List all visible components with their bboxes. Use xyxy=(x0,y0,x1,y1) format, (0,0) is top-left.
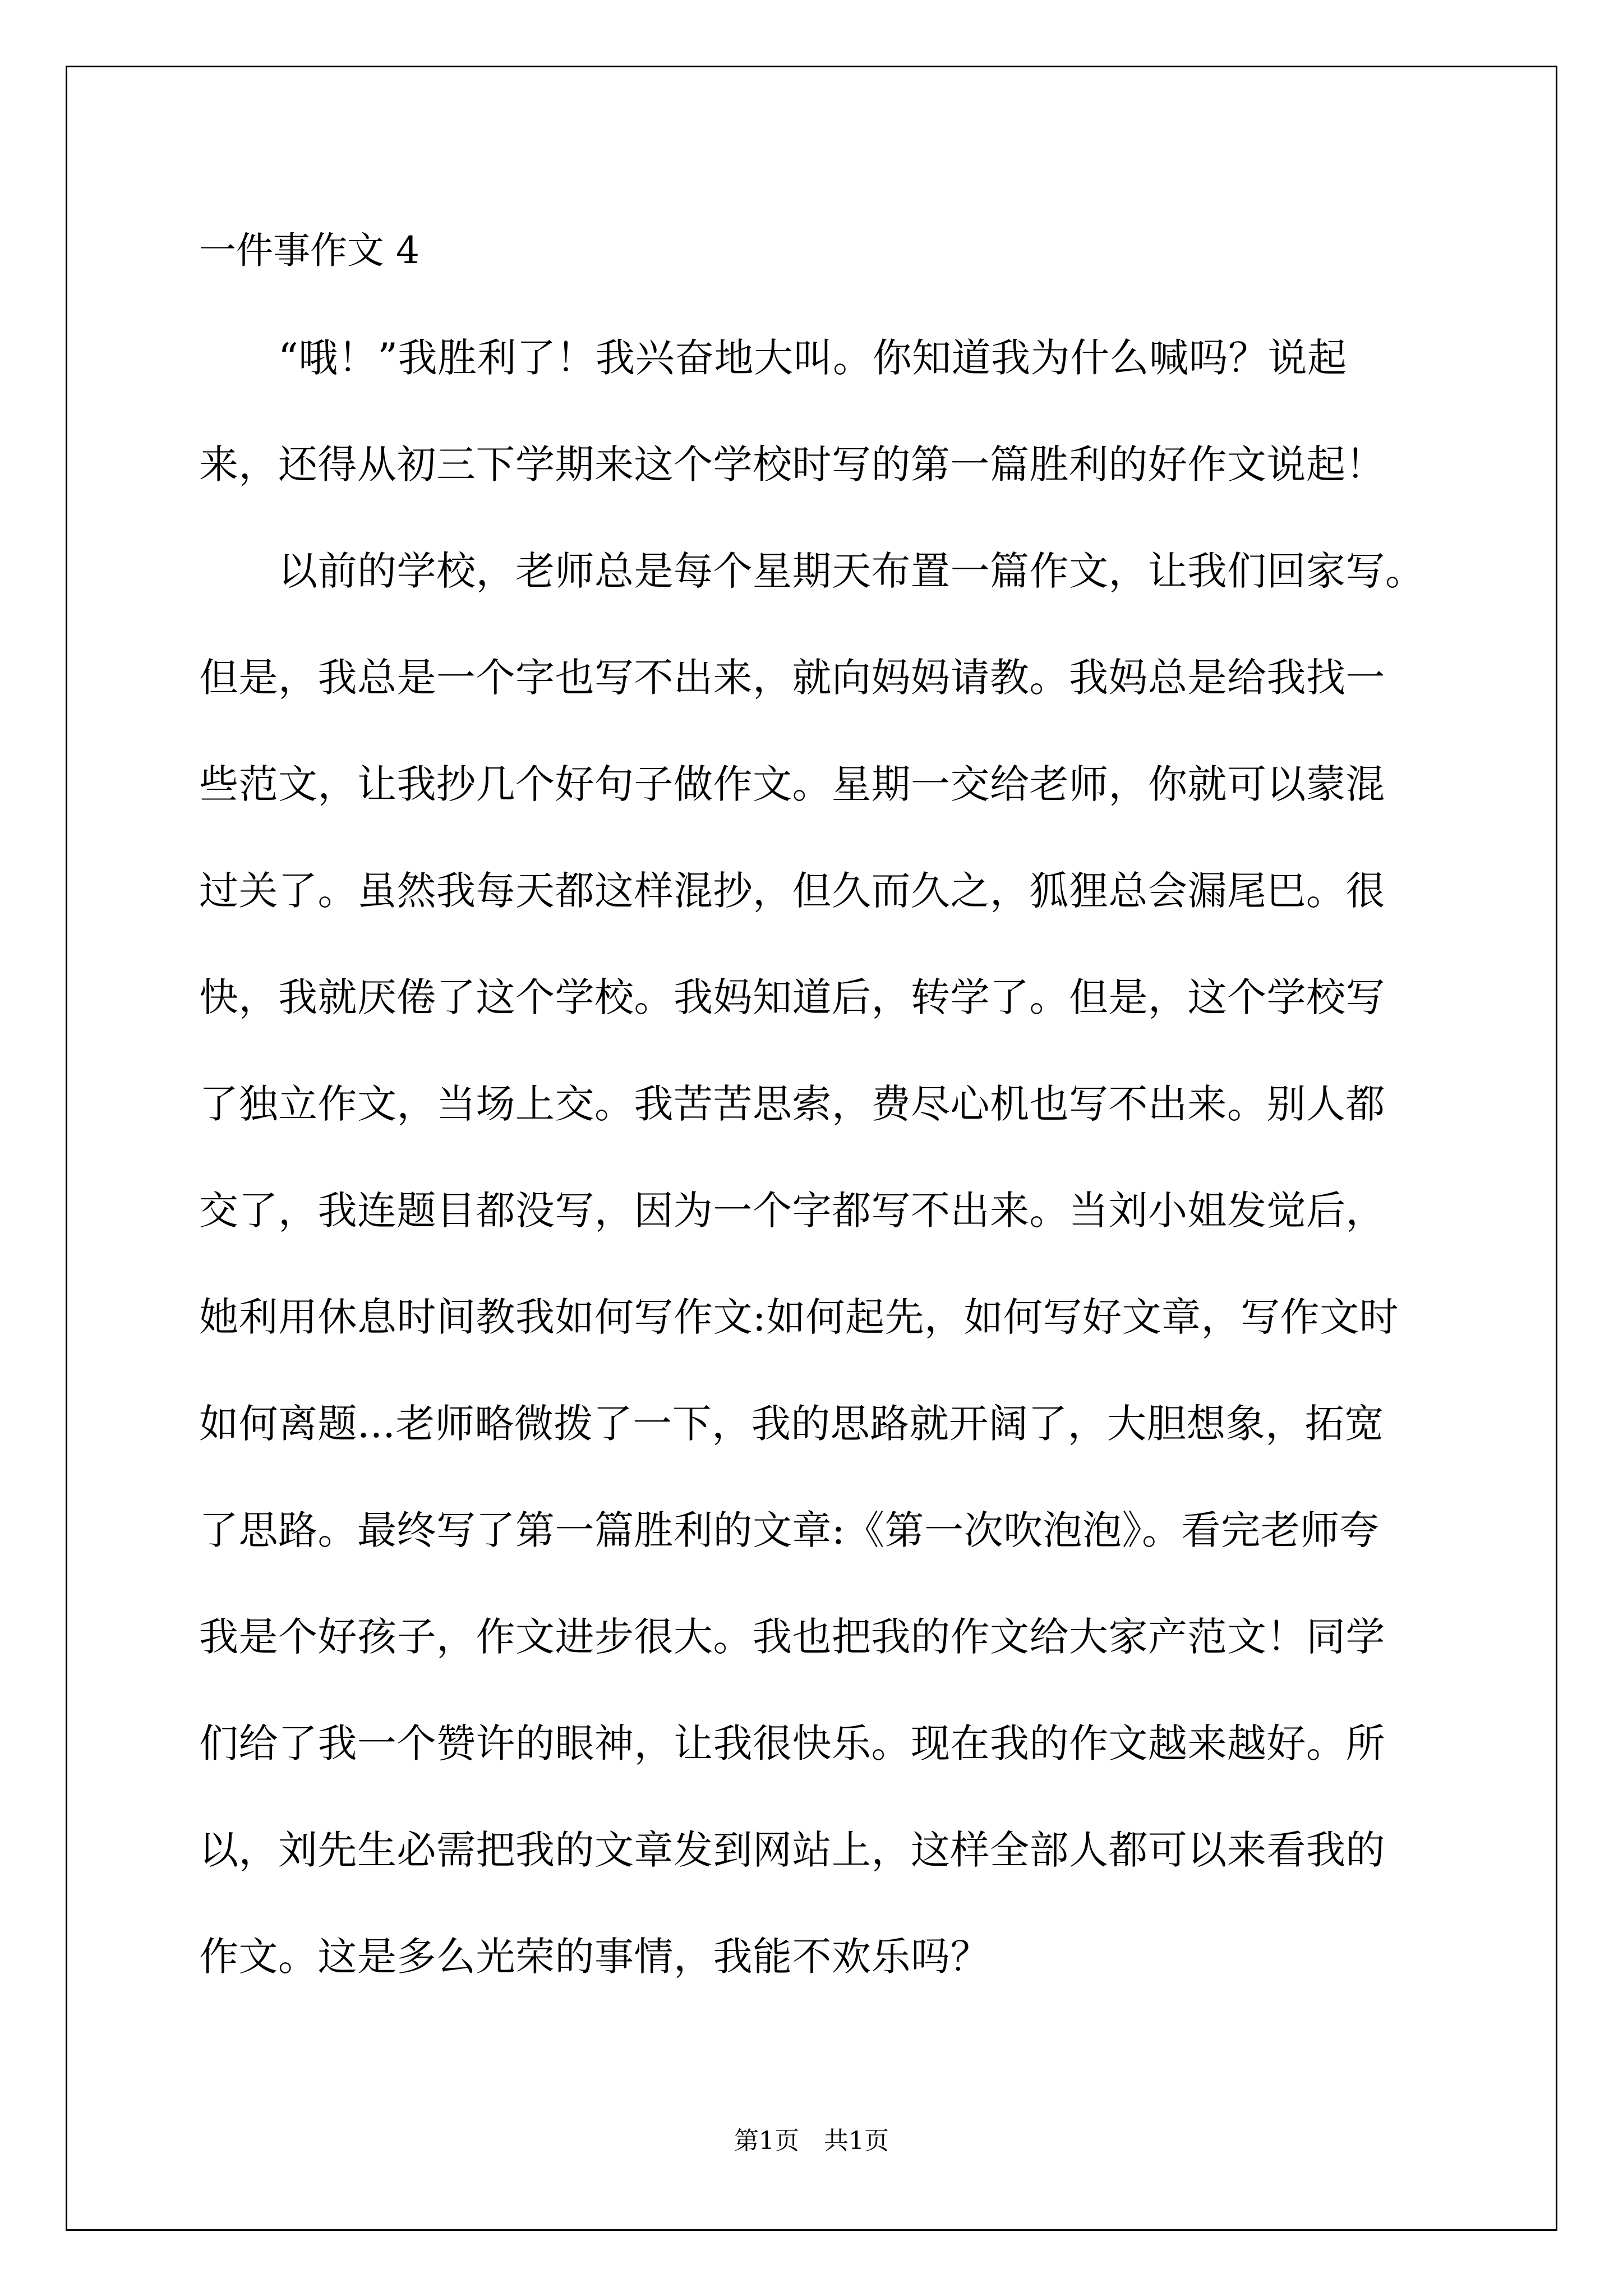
body-line: 但是，我总是一个字也写不出来，就向妈妈请教。我妈总是给我找一 xyxy=(199,655,1385,701)
body-line: 过关了。虽然我每天都这样混抄，但久而久之，狐狸总会漏尾巴。很 xyxy=(199,868,1385,914)
body-line: 以前的学校，老师总是每个星期天布置一篇作文，让我们回家写。 xyxy=(199,548,1425,594)
body-line: 交了，我连题目都没写，因为一个字都写不出来。当刘小姐发觉后， xyxy=(199,1188,1385,1234)
page-border xyxy=(66,66,1557,2231)
body-line: 作文。这是多么光荣的事情，我能不欢乐吗？ xyxy=(199,1934,990,1980)
body-line: 我是个好孩子，作文进步很大。我也把我的作文给大家产范文！同学 xyxy=(199,1614,1385,1660)
body-line: 些范文，让我抄几个好句子做作文。星期一交给老师，你就可以蒙混 xyxy=(199,761,1385,807)
body-line: 以，刘先生必需把我的文章发到网站上，这样全部人都可以来看我的 xyxy=(199,1827,1385,1873)
body-line: 们给了我一个赞许的眼神，让我很快乐。现在我的作文越来越好。所 xyxy=(199,1720,1385,1766)
document-title: 一件事作文 4 xyxy=(199,229,419,272)
body-line: “哦！”我胜利了！我兴奋地大叫。你知道我为什么喊吗？说起 xyxy=(199,335,1347,381)
body-line: 快，我就厌倦了这个学校。我妈知道后，转学了。但是，这个学校写 xyxy=(199,974,1385,1020)
body-line: 如何离题...老师略微拨了一下，我的思路就开阔了，大胆想象，拓宽 xyxy=(199,1401,1384,1447)
body-line: 了独立作文，当场上交。我苦苦思索，费尽心机也写不出来。别人都 xyxy=(199,1081,1385,1127)
body-line: 来，还得从初三下学期来这个学校时写的第一篇胜利的好作文说起！ xyxy=(199,441,1385,487)
body-line: 她利用休息时间教我如何写作文:如何起先，如何写好文章，写作文时 xyxy=(199,1294,1399,1340)
body-line: 了思路。最终写了第一篇胜利的文章:《第一次吹泡泡》。看完老师夸 xyxy=(199,1507,1380,1553)
page-footer: 第1页 共1页 xyxy=(734,2127,889,2155)
